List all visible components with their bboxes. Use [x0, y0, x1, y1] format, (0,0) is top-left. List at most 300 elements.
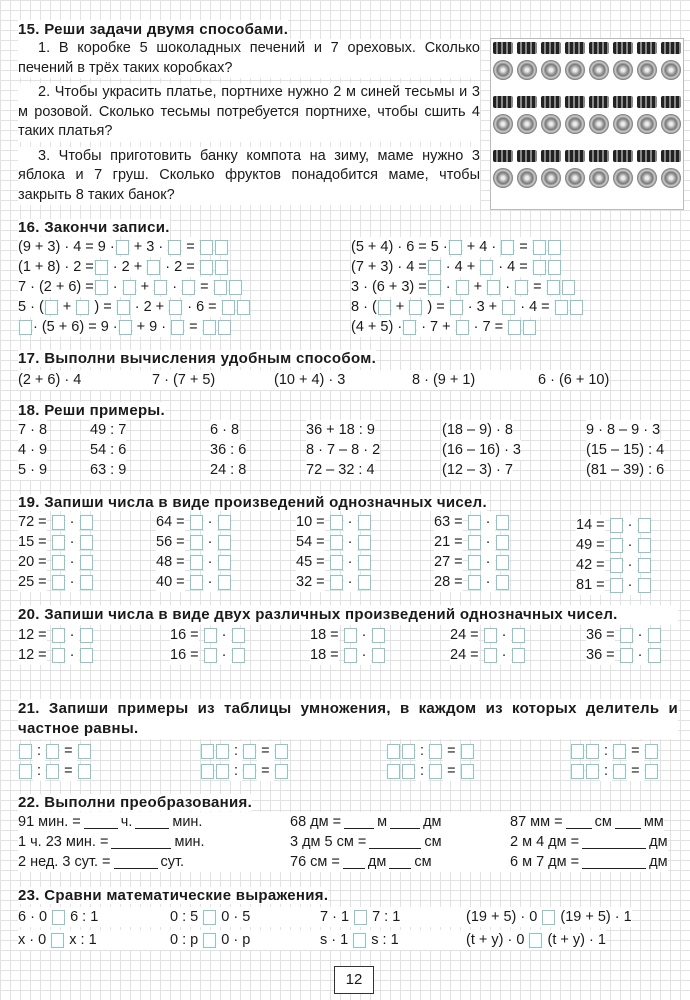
expr: 28 =	[434, 574, 463, 590]
answer-box[interactable]	[403, 320, 416, 335]
task-23	[18, 886, 678, 950]
answer-box[interactable]	[555, 300, 568, 315]
unit: дм	[649, 834, 668, 850]
answer-box[interactable]	[620, 648, 633, 663]
expr: 7 : 1	[372, 909, 401, 925]
expr: 7 · (2 + 6) =	[18, 279, 94, 295]
answer-box[interactable]	[402, 764, 415, 779]
expr: (19 + 5) · 0	[466, 909, 538, 925]
expr: 24 =	[450, 647, 479, 663]
answer-box[interactable]	[428, 260, 441, 275]
expr: 63 : 9	[90, 462, 127, 478]
answer-box[interactable]	[496, 515, 509, 530]
answer-box[interactable]	[571, 744, 584, 759]
task-16-title: 16. Закончи записи.	[18, 219, 170, 236]
expr: 8 · 7 – 8 · 2	[306, 442, 381, 458]
answer-box[interactable]	[496, 535, 509, 550]
answer-box[interactable]	[218, 535, 231, 550]
task-21-title: 21. Запиши примеры из таблицы умножения, в каждом из которых делитель и частное равны.	[18, 700, 678, 737]
colon: :	[37, 743, 42, 759]
answer-box[interactable]	[378, 300, 391, 315]
answer-line[interactable]	[84, 816, 118, 829]
answer-box[interactable]	[200, 260, 213, 275]
answer-box[interactable]	[46, 744, 59, 759]
answer-box[interactable]	[116, 240, 129, 255]
unit: м	[377, 814, 388, 830]
expr: (t + y) · 1	[547, 932, 606, 948]
expr: 6 · (6 + 10)	[538, 372, 610, 388]
answer-box[interactable]	[119, 320, 132, 335]
equals: =	[64, 763, 73, 779]
expr: 42 =	[576, 557, 605, 573]
unit: дм	[423, 814, 442, 830]
answer-box[interactable]	[52, 515, 65, 530]
expr: 24 : 8	[210, 462, 247, 478]
expr: s : 1	[371, 932, 399, 948]
answer-box[interactable]	[182, 280, 195, 295]
answer-box[interactable]	[52, 648, 65, 663]
answer-box[interactable]	[449, 240, 462, 255]
expr: (5 + 4) · 6 = 5 ·	[351, 239, 448, 255]
expr: 2 нед. 3 сут. =	[18, 854, 111, 870]
task-18	[18, 401, 678, 480]
compare-box[interactable]	[52, 910, 65, 925]
compare-box[interactable]	[542, 910, 555, 925]
answer-box[interactable]	[78, 764, 91, 779]
answer-box[interactable]	[456, 320, 469, 335]
answer-box[interactable]	[468, 555, 481, 570]
expr: (9 + 3) · 4 = 9 ·	[18, 239, 115, 255]
answer-box[interactable]	[237, 300, 250, 315]
expr: 54 =	[296, 534, 325, 550]
answer-box[interactable]	[429, 764, 442, 779]
expr: s · 1	[320, 932, 349, 948]
expr: 64 =	[156, 514, 185, 530]
answer-box[interactable]	[586, 744, 599, 759]
answer-box[interactable]	[19, 744, 32, 759]
task-19: 19. Запиши числа в виде произведений однозначных чисел. 72 = · 15 = · 20 = · 25 = · 64 = · 56 = · 48 = · 40 = · 10 = · 54 = · 45 = · 32 = · 63 = · 21 = · 27 = · 28 = · 14 = · 49 = · 42 = · 81 = ·	[18, 493, 678, 595]
expr: (81 – 39) : 6	[586, 462, 665, 478]
expr: (12 – 3) · 7	[442, 462, 513, 478]
answer-box[interactable]	[533, 260, 546, 275]
task-17-title: 17. Выполни вычисления удобным способом.	[18, 350, 377, 367]
answer-box[interactable]	[372, 628, 385, 643]
answer-box[interactable]	[547, 280, 560, 295]
answer-box[interactable]	[200, 240, 213, 255]
colon: :	[604, 763, 609, 779]
answer-box[interactable]	[610, 538, 623, 553]
expr: 16 =	[170, 647, 199, 663]
answer-box[interactable]	[372, 648, 385, 663]
answer-box[interactable]	[468, 515, 481, 530]
answer-box[interactable]	[468, 535, 481, 550]
answer-box[interactable]	[512, 648, 525, 663]
expr: 76 см =	[290, 854, 340, 870]
answer-box[interactable]	[610, 518, 623, 533]
expr: 6 : 1	[70, 909, 99, 925]
answer-box[interactable]	[154, 280, 167, 295]
answer-box[interactable]	[638, 578, 651, 593]
expr: (t + y) · 0	[466, 932, 525, 948]
answer-box[interactable]	[330, 515, 343, 530]
answer-box[interactable]	[216, 744, 229, 759]
answer-box[interactable]	[610, 578, 623, 593]
answer-box[interactable]	[330, 555, 343, 570]
expr: 9 · 8 – 9 · 3	[586, 422, 661, 438]
expr: 81 =	[576, 577, 605, 593]
answer-box[interactable]	[586, 764, 599, 779]
answer-box[interactable]	[46, 764, 59, 779]
expr: 6 · 0	[18, 909, 48, 925]
answer-line[interactable]	[582, 836, 646, 849]
unit: ч.	[120, 814, 133, 830]
answer-box[interactable]	[358, 535, 371, 550]
answer-box[interactable]	[344, 648, 357, 663]
answer-box[interactable]	[190, 515, 203, 530]
expr: 18 =	[310, 647, 339, 663]
answer-box[interactable]	[512, 628, 525, 643]
answer-box[interactable]	[78, 744, 91, 759]
answer-box[interactable]	[480, 260, 493, 275]
answer-box[interactable]	[461, 764, 474, 779]
answer-box[interactable]	[80, 555, 93, 570]
unit: мм	[643, 814, 664, 830]
answer-box[interactable]	[123, 280, 136, 295]
expr: 1 ч. 23 мин. =	[18, 834, 109, 850]
equals: =	[261, 763, 270, 779]
expr: 36 : 6	[210, 442, 247, 458]
expr: 5 · (	[18, 299, 44, 315]
answer-box[interactable]	[80, 648, 93, 663]
expr: 14 =	[576, 517, 605, 533]
answer-box[interactable]	[80, 515, 93, 530]
answer-line[interactable]	[135, 816, 169, 829]
compare-box[interactable]	[203, 933, 216, 948]
expr: 8 · (	[351, 299, 377, 315]
expr: 48 =	[156, 554, 185, 570]
expr: 63 =	[434, 514, 463, 530]
expr: 72 =	[18, 514, 47, 530]
answer-box[interactable]	[203, 320, 216, 335]
answer-box[interactable]	[52, 628, 65, 643]
answer-box[interactable]	[218, 515, 231, 530]
colon: :	[420, 743, 425, 759]
answer-box[interactable]	[171, 320, 184, 335]
answer-box[interactable]	[243, 764, 256, 779]
answer-box[interactable]	[515, 280, 528, 295]
unit: см	[414, 854, 432, 870]
expr: 36 =	[586, 647, 615, 663]
equals: =	[631, 743, 640, 759]
answer-box[interactable]	[484, 628, 497, 643]
answer-box[interactable]	[638, 538, 651, 553]
answer-line[interactable]	[111, 836, 171, 849]
answer-box[interactable]	[216, 764, 229, 779]
answer-box[interactable]	[229, 280, 242, 295]
unit: дм	[367, 854, 387, 870]
answer-box[interactable]	[215, 260, 228, 275]
answer-box[interactable]	[502, 300, 515, 315]
compare-box[interactable]	[51, 933, 64, 948]
answer-box[interactable]	[562, 280, 575, 295]
answer-box[interactable]	[52, 535, 65, 550]
answer-box[interactable]	[468, 575, 481, 590]
expr: (15 – 15) : 4	[586, 442, 665, 458]
answer-box[interactable]	[428, 280, 441, 295]
page-number: 12	[334, 966, 374, 994]
task-15-problem-1: 1. В коробке 5 шоколадных печений и 7 ореховых. Сколько печений в трёх таких коробках?	[18, 39, 480, 78]
expr: 5 · 9	[18, 462, 48, 478]
task-15-problem-2: 2. Чтобы украсить платье, портнихе нужно 2 м синей тесьмы и 3 м розовой. Сколько тесьмы потребуется портнихе, чтобы сшить 4 таких платья?	[18, 83, 480, 142]
answer-box[interactable]	[76, 300, 89, 315]
expr: 7 · 1	[320, 909, 350, 925]
answer-box[interactable]	[344, 628, 357, 643]
expr: 12 =	[18, 627, 47, 643]
expr: 45 =	[296, 554, 325, 570]
expr: 40 =	[156, 574, 185, 590]
unit: сут.	[160, 854, 185, 870]
expr: 54 : 6	[90, 442, 127, 458]
answer-box[interactable]	[190, 535, 203, 550]
answer-box[interactable]	[275, 764, 288, 779]
expr: (16 – 16) · 3	[442, 442, 521, 458]
answer-line[interactable]	[390, 816, 420, 829]
expr: 18 =	[310, 627, 339, 643]
answer-box[interactable]	[222, 300, 235, 315]
answer-box[interactable]	[95, 260, 108, 275]
expr: 2 м 4 дм =	[510, 834, 580, 850]
answer-box[interactable]	[204, 628, 217, 643]
cookies-picture-icon	[490, 38, 684, 210]
answer-box[interactable]	[215, 240, 228, 255]
answer-line[interactable]	[582, 856, 646, 869]
answer-box[interactable]	[19, 764, 32, 779]
equals: =	[447, 763, 456, 779]
expr: (19 + 5) · 1	[560, 909, 632, 925]
task-20: 20. Запиши числа в виде двух различных произведений однозначных чисел. 12 = · 12 = · 16 = · 16 = · 18 = · 18 = · 24 = · 24 = · 36 = · 36 = ·	[18, 605, 678, 665]
answer-line[interactable]	[343, 856, 365, 869]
answer-box[interactable]	[429, 744, 442, 759]
equals: =	[447, 743, 456, 759]
answer-box[interactable]	[461, 744, 474, 759]
answer-box[interactable]	[117, 300, 130, 315]
compare-box[interactable]	[203, 910, 216, 925]
answer-box[interactable]	[496, 555, 509, 570]
answer-box[interactable]	[218, 555, 231, 570]
unit: см	[424, 834, 442, 850]
expr: 25 =	[18, 574, 47, 590]
answer-box[interactable]	[613, 744, 626, 759]
answer-box[interactable]	[330, 575, 343, 590]
answer-box[interactable]	[570, 300, 583, 315]
unit: мин.	[174, 834, 205, 850]
expr: 12 =	[18, 647, 47, 663]
unit: см	[594, 814, 612, 830]
equals: =	[261, 743, 270, 759]
expr: 27 =	[434, 554, 463, 570]
unit: дм	[649, 854, 668, 870]
task-15	[18, 20, 480, 205]
expr: 72 – 32 : 4	[306, 462, 375, 478]
colon: :	[234, 743, 239, 759]
task-19-title: 19. Запиши числа в виде произведений однозначных чисел.	[18, 494, 487, 511]
expr: 21 =	[434, 534, 463, 550]
answer-box[interactable]	[358, 555, 371, 570]
answer-box[interactable]	[147, 260, 160, 275]
answer-box[interactable]	[201, 764, 214, 779]
answer-box[interactable]	[275, 744, 288, 759]
expr: 15 =	[18, 534, 47, 550]
expr: 0 · 5	[221, 909, 251, 925]
answer-box[interactable]	[80, 575, 93, 590]
expr: 6 м 7 дм =	[510, 854, 580, 870]
task-22-title: 22. Выполни преобразования.	[18, 794, 253, 811]
answer-line[interactable]	[114, 856, 158, 869]
answer-box[interactable]	[218, 320, 231, 335]
answer-line[interactable]	[566, 816, 592, 829]
expr: 0 · p	[221, 932, 251, 948]
expr: 0 : p	[170, 932, 199, 948]
answer-box[interactable]	[201, 744, 214, 759]
task-15-problem-3: 3. Чтобы приготовить банку компота на зиму, маме нужно 3 яблока и 7 груш. Сколько фруктов понадобится маме, чтобы закрыть 8 таких банок?	[18, 147, 480, 206]
answer-box[interactable]	[645, 764, 658, 779]
answer-box[interactable]	[358, 515, 371, 530]
colon: :	[604, 743, 609, 759]
answer-box[interactable]	[330, 535, 343, 550]
answer-box[interactable]	[218, 575, 231, 590]
expr: (4 + 5) ·	[351, 319, 403, 335]
answer-box[interactable]	[80, 628, 93, 643]
expr: 91 мин. =	[18, 814, 81, 830]
expr: 6 · 8	[210, 422, 240, 438]
expr: 49 : 7	[90, 422, 127, 438]
answer-box[interactable]	[571, 764, 584, 779]
expr: 16 =	[170, 627, 199, 643]
expr: 7 · 8	[18, 422, 48, 438]
colon: :	[234, 763, 239, 779]
answer-box[interactable]	[387, 744, 400, 759]
answer-line[interactable]	[369, 836, 421, 849]
compare-box[interactable]	[354, 910, 367, 925]
task-21	[18, 699, 678, 781]
answer-box[interactable]	[169, 300, 182, 315]
task-16: 16. Закончи записи. (9 + 3) · 4 = 9 · + 3 · = (1 + 8) · 2 = · 2 + · 2 = 7 · (2 + 6) = · + · = 5 · ( + ) = · 2 + · 6 = · (5 + 6) = 9 · + 9 · = (5 + 4) · 6 = 5 · + 4 · = (7 + 3) · 4 = · 4 + · 4 = 3 · (6 + 3) = · + · = 8 · ( + ) = · 3 + · 4 = (4 + 5) · · 7 + · 7 =	[18, 218, 678, 337]
answer-box[interactable]	[484, 648, 497, 663]
equals: =	[631, 763, 640, 779]
answer-box[interactable]	[487, 280, 500, 295]
answer-box[interactable]	[638, 558, 651, 573]
answer-box[interactable]	[620, 628, 633, 643]
answer-box[interactable]	[523, 320, 536, 335]
answer-line[interactable]	[344, 816, 374, 829]
answer-box[interactable]	[95, 280, 108, 295]
expr: 24 =	[450, 627, 479, 643]
colon: :	[420, 763, 425, 779]
unit: мин.	[172, 814, 203, 830]
expr: 56 =	[156, 534, 185, 550]
answer-box[interactable]	[648, 648, 661, 663]
compare-box[interactable]	[353, 933, 366, 948]
answer-box[interactable]	[52, 555, 65, 570]
answer-box[interactable]	[214, 280, 227, 295]
answer-box[interactable]	[548, 260, 561, 275]
expr: 3 дм 5 см =	[290, 834, 367, 850]
expr: 20 =	[18, 554, 47, 570]
answer-box[interactable]	[610, 558, 623, 573]
expr: (18 – 9) · 8	[442, 422, 513, 438]
answer-box[interactable]	[19, 320, 32, 335]
answer-box[interactable]	[204, 648, 217, 663]
expr: (10 + 4) · 3	[274, 370, 412, 390]
answer-box[interactable]	[645, 744, 658, 759]
answer-box[interactable]	[533, 240, 546, 255]
answer-box[interactable]	[80, 535, 93, 550]
answer-line[interactable]	[615, 816, 641, 829]
answer-box[interactable]	[232, 648, 245, 663]
colon: :	[37, 763, 42, 779]
expr: 3 · (6 + 3) =	[351, 279, 427, 295]
answer-box[interactable]	[190, 555, 203, 570]
answer-box[interactable]	[232, 628, 245, 643]
expr: 36 =	[586, 627, 615, 643]
expr: (1 + 8) · 2 =	[18, 259, 94, 275]
expr: 49 =	[576, 537, 605, 553]
compare-box[interactable]	[529, 933, 542, 948]
expr: 10 =	[296, 514, 325, 530]
expr: 68 дм =	[290, 814, 342, 830]
task-23-title: 23. Сравни математические выражения.	[18, 887, 329, 904]
answer-box[interactable]	[613, 764, 626, 779]
answer-box[interactable]	[52, 575, 65, 590]
answer-box[interactable]	[45, 300, 58, 315]
answer-box[interactable]	[638, 518, 651, 533]
answer-box[interactable]	[243, 744, 256, 759]
expr: 4 · 9	[18, 442, 48, 458]
task-20-title: 20. Запиши числа в виде двух различных произведений однозначных чисел.	[18, 605, 678, 625]
expr: (7 + 3) · 4 =	[351, 259, 427, 275]
answer-box[interactable]	[402, 744, 415, 759]
expr: (2 + 6) · 4	[18, 370, 152, 390]
answer-box[interactable]	[190, 575, 203, 590]
expr: 8 · (9 + 1)	[412, 370, 538, 390]
answer-box[interactable]	[450, 300, 463, 315]
answer-box[interactable]	[648, 628, 661, 643]
task-22	[18, 793, 678, 872]
task-18-title: 18. Реши примеры.	[18, 402, 166, 419]
answer-box[interactable]	[358, 575, 371, 590]
answer-box[interactable]	[548, 240, 561, 255]
expr: · (5 + 6) = 9 ·	[33, 319, 118, 335]
expr: 36 + 18 : 9	[306, 422, 375, 438]
answer-box[interactable]	[456, 280, 469, 295]
equals: =	[64, 743, 73, 759]
expr: 7 · (7 + 5)	[152, 370, 274, 390]
expr: x : 1	[69, 932, 97, 948]
expr: 32 =	[296, 574, 325, 590]
answer-box[interactable]	[387, 764, 400, 779]
answer-box[interactable]	[409, 300, 422, 315]
answer-box[interactable]	[508, 320, 521, 335]
answer-box[interactable]	[168, 240, 181, 255]
answer-line[interactable]	[389, 856, 411, 869]
answer-box[interactable]	[501, 240, 514, 255]
expr: 0 : 5	[170, 909, 199, 925]
task-15-title: 15. Реши задачи двумя способами.	[18, 21, 289, 38]
expr: x · 0	[18, 932, 47, 948]
answer-box[interactable]	[496, 575, 509, 590]
expr: 87 мм =	[510, 814, 563, 830]
task-17	[18, 349, 678, 390]
